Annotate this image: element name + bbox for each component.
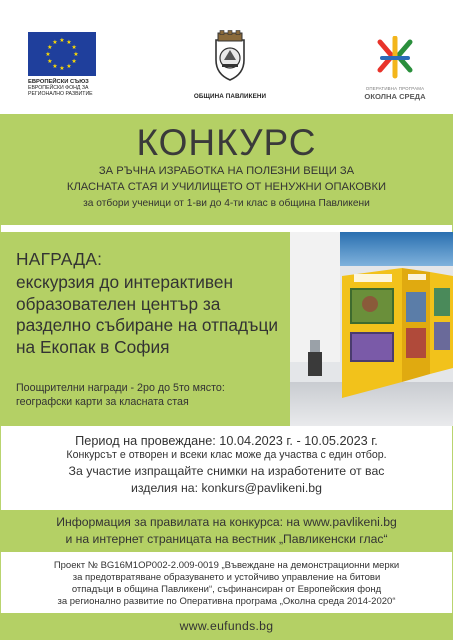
project-line-4: за регионално развитие по Оперативна програма „Околна среда 2014-2020“ [57, 596, 396, 607]
eu-line-3: РЕГИОНАЛНО РАЗВИТИЕ [28, 91, 93, 98]
eu-star-icon: ★ [71, 45, 77, 51]
contest-title: КОНКУРС [136, 122, 317, 163]
op-small-label: ОПЕРАТИВНА ПРОГРАМА [365, 86, 425, 91]
eu-star-icon: ★ [71, 59, 77, 65]
eu-star-icon: ★ [47, 59, 53, 65]
logo-header [0, 0, 453, 114]
municipality-name: ОБЩИНА ПАВЛИКЕНИ [193, 93, 267, 100]
encouragement-line-1: Поощрителни награди - 2ро до 5то място: [16, 382, 225, 394]
education-center-photo [290, 232, 453, 426]
contest-teams: за отбори ученици от 1-ви до 4-ти клас в община Павликени [83, 197, 370, 209]
contest-title-band [0, 114, 453, 225]
eu-star-icon: ★ [47, 45, 53, 51]
eu-star-icon: ★ [73, 52, 79, 58]
project-line-1: Проект № BG16M1OP002-2.009-0019 „Въвеждане на демонстрационни мерки [53, 560, 400, 571]
eu-line-2: ЕВРОПЕЙСКИ ФОНД ЗА [28, 85, 89, 92]
op-environment-logo [345, 36, 445, 101]
eu-line-1: ЕВРОПЕЙСКИ СЪЮЗ [28, 79, 89, 85]
eu-star-icon: ★ [59, 66, 65, 72]
prize-description: екскурзия до интерактивен образователен център за разделно събиране на отпадъци на Екопак в София [16, 272, 279, 357]
contest-subtitle-1: ЗА РЪЧНА ИЗРАБОТКА НА ПОЛЕЗНИ ВЕЩИ ЗА [98, 165, 355, 177]
project-line-2: за предотвратяване образуването и устойчиво управление на битови [72, 572, 381, 583]
send-line-2: изделия на: konkurs@pavlikeni.bg [131, 481, 322, 495]
footer-band [0, 613, 453, 640]
eu-star-icon: ★ [45, 52, 51, 58]
info-band [0, 510, 453, 552]
eu-star-icon: ★ [52, 64, 58, 71]
contest-subtitle-2: КЛАСНАТА СТАЯ И УЧИЛИЩЕТО ОТ НЕНУЖНИ ОПАКОВКИ [66, 181, 387, 194]
op-name: ОКОЛНА СРЕДА [364, 92, 426, 101]
eu-flag-icon [28, 32, 96, 76]
info-line-1: Информация за правилата на конкурса: на www.pavlikeni.bg [56, 515, 397, 529]
encouragement-prizes [16, 382, 288, 409]
prize-panel [0, 232, 290, 426]
encouragement-line-2: географски карти за класната стая [16, 395, 189, 408]
coat-of-arms-icon [208, 30, 252, 82]
project-line-3: отпадъци в община Павликени“, съфинансиран от Европейския фонд [71, 584, 382, 595]
info-line-2: и на интернет страницата на вестник „Павликенски глас“ [65, 531, 388, 546]
period-section [0, 432, 453, 506]
op-logo-icon [372, 36, 418, 80]
eu-logo [28, 32, 106, 98]
eu-star-icon: ★ [52, 39, 58, 46]
prize-heading: НАГРАДА: [16, 249, 103, 269]
prize-section [0, 232, 453, 426]
eu-star-icon: ★ [66, 64, 72, 71]
eu-star-icon: ★ [66, 39, 72, 46]
eu-star-icon: ★ [59, 38, 65, 44]
open-notice: Конкурсът е отворен и всеки клас може да участва с един отбор. [66, 449, 387, 461]
eufunds-link[interactable]: www.eufunds.bg [179, 619, 274, 633]
send-line-1: За участие изпращайте снимки на изработените от вас [68, 464, 385, 478]
municipality-logo [180, 30, 280, 100]
contest-period: Период на провеждане: 10.04.2023 г. - 10.05.2023 г. [75, 434, 378, 448]
project-info [0, 560, 453, 608]
